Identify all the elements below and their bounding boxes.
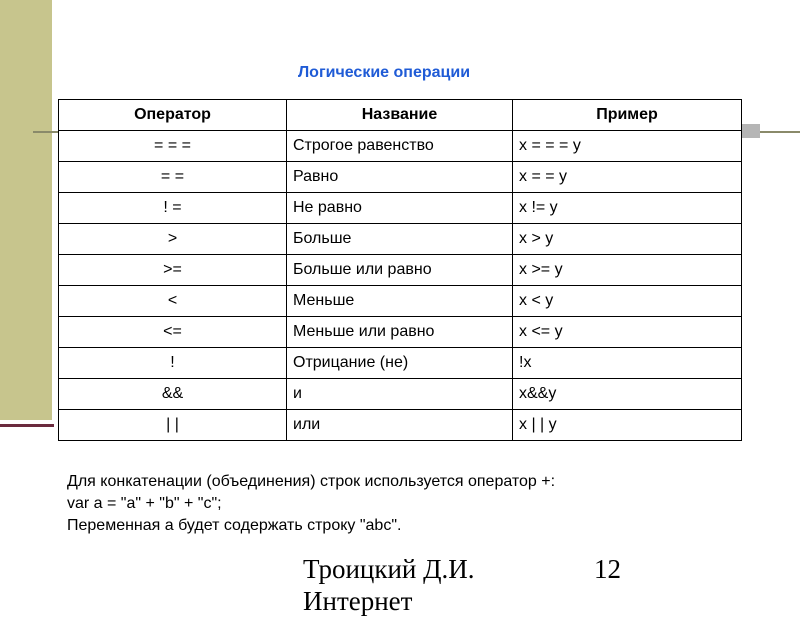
- cell-name: Меньше или равно: [287, 317, 513, 348]
- cell-name: Меньше: [287, 286, 513, 317]
- cell-name: и: [287, 379, 513, 410]
- operators-table: [58, 99, 742, 441]
- table-row: [59, 410, 742, 441]
- footer-author: [303, 553, 475, 617]
- table-row: [59, 224, 742, 255]
- header-example: Пример: [513, 100, 742, 131]
- note-line: var a = "a" + "b" + "c";: [67, 495, 222, 512]
- slide-title: Логические операции: [297, 64, 471, 81]
- cell-name: Больше: [287, 224, 513, 255]
- cell-example: x > y: [513, 224, 742, 255]
- footer-author-line: Троицкий Д.И.: [303, 554, 475, 584]
- table-row: [59, 162, 742, 193]
- header-operator: Оператор: [59, 100, 287, 131]
- cell-operator: ! =: [59, 193, 287, 224]
- cell-operator: >: [59, 224, 287, 255]
- cell-operator: <=: [59, 317, 287, 348]
- left-decor-line: [0, 424, 54, 427]
- cell-name: Равно: [287, 162, 513, 193]
- cell-example: x != y: [513, 193, 742, 224]
- cell-example: x = = y: [513, 162, 742, 193]
- cell-name: Не равно: [287, 193, 513, 224]
- cell-name: Отрицание (не): [287, 348, 513, 379]
- note-line: Переменная a будет содержать строку "abc".: [67, 517, 402, 534]
- table-row: [59, 131, 742, 162]
- cell-example: x = = = y: [513, 131, 742, 162]
- note-line: Для конкатенации (объединения) строк используется оператор +:: [67, 473, 556, 490]
- table-row: [59, 379, 742, 410]
- cell-operator: <: [59, 286, 287, 317]
- cell-example: x | | y: [513, 410, 742, 441]
- cell-name: Больше или равно: [287, 255, 513, 286]
- cell-example: !x: [513, 348, 742, 379]
- table-row: [59, 317, 742, 348]
- cell-example: x&&y: [513, 379, 742, 410]
- table-row: [59, 255, 742, 286]
- footer-author-line-2: Интернет: [303, 586, 413, 616]
- cell-operator: = = =: [59, 131, 287, 162]
- header-name: Название: [287, 100, 513, 131]
- left-decor-bar-end: [0, 420, 52, 600]
- cell-example: x < y: [513, 286, 742, 317]
- table-row: [59, 348, 742, 379]
- cell-name: Строгое равенство: [287, 131, 513, 162]
- cell-operator: >=: [59, 255, 287, 286]
- cell-operator: !: [59, 348, 287, 379]
- concatenation-note: [67, 471, 555, 537]
- page-number: 12: [594, 554, 621, 584]
- table-header-row: [59, 100, 742, 131]
- cell-operator: | |: [59, 410, 287, 441]
- cell-example: x >= y: [513, 255, 742, 286]
- cell-example: x <= y: [513, 317, 742, 348]
- table-row: [59, 286, 742, 317]
- cell-operator: &&: [59, 379, 287, 410]
- table-row: [59, 193, 742, 224]
- cell-operator: = =: [59, 162, 287, 193]
- cell-name: или: [287, 410, 513, 441]
